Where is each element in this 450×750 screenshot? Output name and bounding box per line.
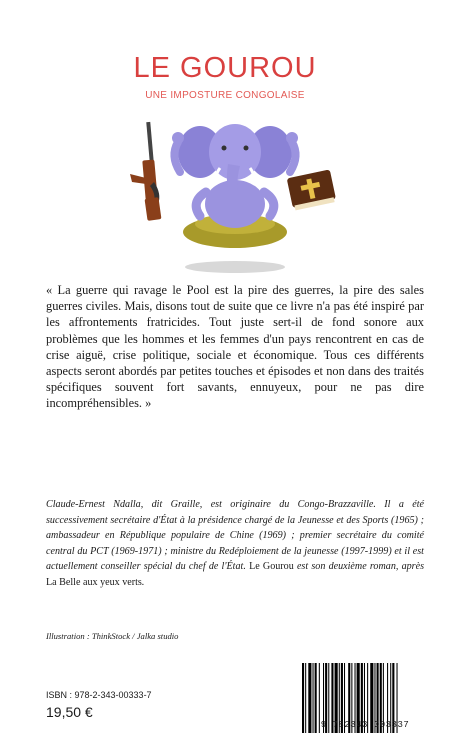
author-bio-text: Claude-Ernest Ndalla, dit Graille, est originaire du Congo-Brazzaville. Il a été successivement secrétaire d'État à la présidence chargé de la Jeunesse et des Sports (1965) ; ambassadeur en République populaire de Chine (1969) ; premier secrétaire du comité central du PCT (1969-1971) ; ministre du Redéploiement de la jeunesse (1997-1999) et il est actuellement conseiller spécial du chef de l'État. [46,499,424,573]
book-subtitle: UNE IMPOSTURE CONGOLAISE [145,90,305,101]
author-bio [46,497,424,591]
barcode-digits: 9 782343 003337 [320,720,410,730]
author-bio-title-1: Le Gourou [245,561,297,573]
author-bio-continuation: est son deuxième roman, après [296,561,425,573]
price-label: 19,50 € [46,704,93,720]
elephant-figure [172,124,298,228]
rifle-icon [130,122,161,221]
author-bio-end: . [141,576,145,588]
ground-shadow [185,261,285,273]
back-cover-quote: « La guerre qui ravage le Pool est la pire des guerres, la pire des sales guerres civiles. Mais, disons tout de suite que ce livre n'a pas été inspiré par les affrontements fratricides. Tout juste sert-il de fond sonore aux problèmes que les hommes et les femmes d'un pays rencontrent en cas de crise aiguë, crise politique, sociale et économique. Tous ces différents aspects seront abordés par petites touches et épisodes et non dans des traités spécifiques souvent fort savants, ennuyeux, pour ne pas dire incompréhensibles. » [46,283,424,411]
isbn-label: ISBN : 978-2-343-00333-7 [46,690,152,700]
cover-illustration [120,112,350,282]
book-title: LE GOUROU [133,52,317,84]
author-bio-title-2: La Belle aux yeux verts [46,576,142,588]
illustration-credit: Illustration : ThinkStock / Jalka studio [46,631,179,641]
bible-icon [287,169,337,210]
